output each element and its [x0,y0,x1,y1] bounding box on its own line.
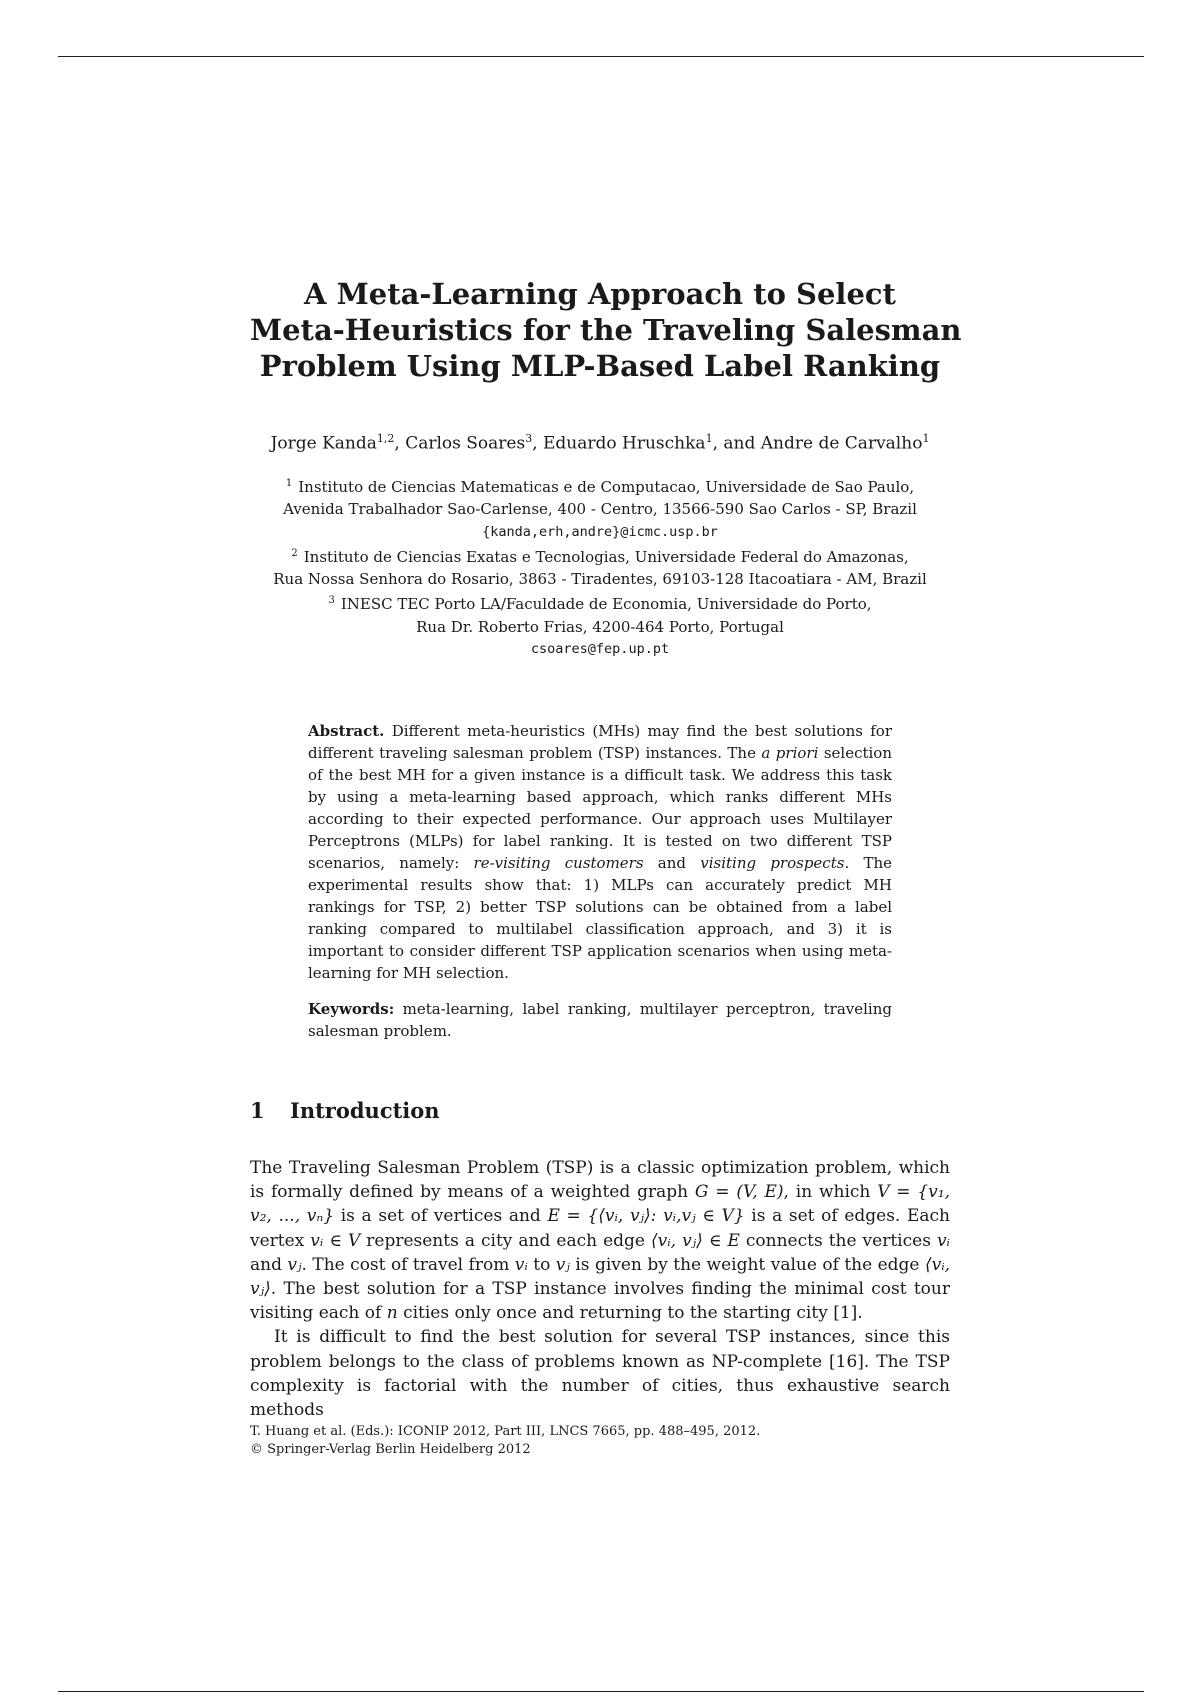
keywords-text: meta-learning, label ranking, multilayer perceptron, traveling salesman problem. [308,1000,892,1040]
math: vᵢ [936,1230,950,1251]
abstract-label: Abstract. [308,722,385,740]
title-line-1: A Meta-Learning Approach to Select [304,277,896,311]
intro-paragraph-1 [250,1156,950,1325]
math: ⟨vᵢ, vⱼ⟩ ∈ E [651,1230,740,1251]
affiliation-line: Avenida Trabalhador Sao-Carlense, 400 - Centro, 13566-590 Sao Carlos - SP, Brazil [283,500,917,519]
paper-title [250,276,962,384]
section-heading [250,1098,440,1123]
bottom-rule [58,1691,1144,1692]
abstract-text [308,720,892,984]
author-list [250,432,950,454]
affil-number: 2 [291,547,298,559]
author-name: Jorge Kanda [270,433,377,454]
section-number: 1 [250,1098,265,1123]
keywords-label: Keywords: [308,1000,395,1018]
intro-run: and [250,1254,288,1275]
author-affil-sup: 1,2 [376,432,395,445]
section-title: Introduction [290,1098,440,1123]
math: vᵢ [514,1254,528,1275]
introduction-body [250,1156,950,1422]
affil-text: Instituto de Ciencias Matematicas e de Computacao, Universidade de Sao Paulo, [298,478,915,496]
math: vⱼ [287,1254,302,1275]
copyright-footnote [250,1423,950,1459]
author-affil-sup: 3 [525,432,533,445]
author-name: , Carlos Soares [394,433,526,454]
intro-run: The Traveling Salesman Problem (TSP) is a classic optimization problem, which is formally defined by means of a weighted graph [250,1158,950,1203]
title-line-2: Meta-Heuristics for the Traveling Salesman [250,313,962,347]
author-affil-sup: 1 [705,432,713,445]
affil-number: 3 [328,595,335,607]
intro-run: to [527,1254,556,1275]
abstract-run: selection of the best MH for a given instance is a difficult task. We address this task by using a meta-learning based approach, which ranks different MHs according to their expected performance. Our approach uses Multilayer Perceptrons (MLPs) for label ranking. It is tested on two different TSP scenarios, namely: [308,744,893,872]
intro-run: . The cost of travel from [301,1254,515,1275]
affiliation-line [250,590,950,615]
math: vⱼ [555,1254,570,1275]
author-affil-sup: 1 [922,432,930,445]
math: E = {⟨vᵢ, vⱼ⟩: vᵢ,vⱼ ∈ V} [547,1206,745,1227]
email-address: {kanda,erh,andre}@icmc.usp.br [482,523,718,540]
affiliations [250,473,950,660]
citation-line: T. Huang et al. (Eds.): ICONIP 2012, Part III, LNCS 7665, pp. 488–495, 2012. [250,1424,761,1439]
abstract-emphasis: visiting prospects [700,854,845,872]
keywords [308,998,892,1042]
abstract-emphasis: re-visiting customers [473,854,644,872]
intro-run: connects the vertices [739,1230,937,1251]
math: G = (V, E) [694,1182,784,1203]
affiliation-line [250,473,950,498]
math: ⟨vᵢ, vⱼ⟩ [250,1254,951,1300]
math: V = {v₁, v₂, ..., vₙ} [250,1182,951,1227]
intro-paragraph-2: It is difficult to find the best solution for several TSP instances, since this problem belongs to the class of problems known as NP-complete [16]. The TSP complexity is factorial with the number of cities, thus exhaustive search methods [250,1327,950,1421]
author-name: , and Andre de Carvalho [712,433,923,454]
intro-run: is given by the weight value of the edge [569,1254,925,1275]
top-rule [58,56,1144,57]
abstract-run: Different meta-heuristics (MHs) may find the best solutions for different traveling salesman problem (TSP) instances. The [308,722,892,762]
math: vᵢ ∈ V [310,1230,361,1251]
affil-text: Instituto de Ciencias Exatas e Tecnologias, Universidade Federal do Amazonas, [303,547,909,566]
affiliation-line [250,543,950,568]
affil-number: 1 [285,478,293,489]
abstract-emphasis: a priori [761,744,819,762]
email-address: csoares@fep.up.pt [530,641,670,658]
affiliation-line: Rua Nossa Senhora do Rosario, 3863 - Tiradentes, 69103-128 Itacoatiara - AM, Brazil [273,570,927,589]
affil-text: INESC TEC Porto LA/Faculdade de Economia, Universidade do Porto, [340,595,872,614]
math: n [386,1303,398,1324]
intro-run: represents a city and each edge [360,1230,651,1251]
intro-run: . The best solution for a TSP instance involves finding the minimal cost tour visiting each of [250,1279,950,1324]
intro-run: cities only once and returning to the starting city [1]. [397,1303,863,1324]
abstract-run: and [643,854,701,872]
intro-run: is a set of edges. Each vertex [250,1206,951,1251]
affiliation-line: Rua Dr. Roberto Frias, 4200-464 Porto, Portugal [416,617,784,636]
intro-run: is a set of vertices and [334,1206,548,1227]
copyright-line: © Springer-Verlag Berlin Heidelberg 2012 [250,1442,531,1457]
abstract [308,720,892,1042]
abstract-run: . The experimental results show that: 1) MLPs can accurately predict MH rankings for TSP, 2) better TSP solutions can be obtained from a label ranking compared to multilabel classification approach, and 3) it is important to consider different TSP application scenarios when using meta-learning for MH selection. [308,854,892,982]
author-name: , Eduardo Hruschka [532,433,706,454]
title-line-3: Problem Using MLP-Based Label Ranking [259,349,941,383]
intro-run: , in which [783,1182,878,1203]
